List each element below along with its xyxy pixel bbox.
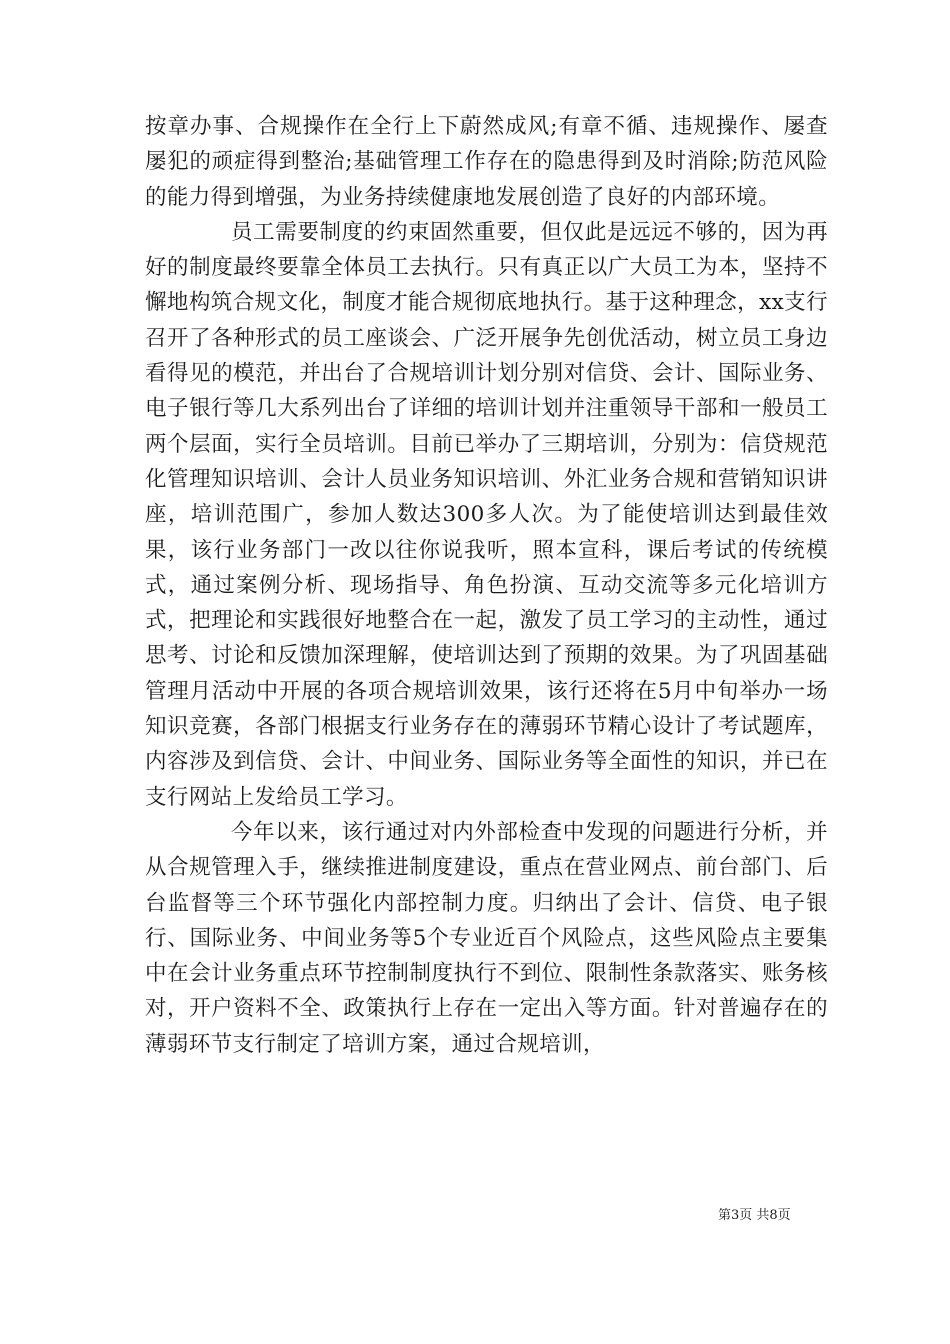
paragraph-continuation: 按章办事、合规操作在全行上下蔚然成风;有章不循、违规操作、屡查屡犯的顽症得到整治;基础管理工作存在的隐患得到及时消除;防范风险的能力得到增强，为业务持续健康地发展创造了良好的内部环境。 — [145, 114, 828, 210]
body-text — [145, 109, 828, 1062]
paragraph-risk-points: 今年以来，该行通过对内外部检查中发现的问题进行分析，并从合规管理入手，继续推进制度建设，重点在营业网点、前台部门、后台监督等三个环节强化内部控制力度。归纳出了会计、信贷、电子银行、国际业务、中间业务等5个专业近百个风险点，这些风险点主要集中在会计业务重点环节控制制度执行不到位、限制性条款落实、账务核对，开户资料不全、政策执行上存在一定出入等方面。针对普遍存在的薄弱环节支行制定了培训方案，通过合规培训， — [145, 819, 828, 1057]
paragraph-employee-training: 员工需要制度的约束固然重要，但仅此是远远不够的，因为再好的制度最终要靠全体员工去执行。只有真正以广大员工为本，坚持不懈地构筑合规文化，制度才能合规彻底地执行。基于这种理念，xx支行召开了各种形式的员工座谈会、广泛开展争先创优活动，树立员工身边看得见的模范，并出台了合规培训计划分别对信贷、会计、国际业务、电子银行等几大系列出台了详细的培训计划并注重领导干部和一般员工两个层面，实行全员培训。目前已举办了三期培训，分别为：信贷规范化管理知识培训、会计人员业务知识培训、外汇业务合规和营销知识讲座，培训范围广，参加人数达300多人次。为了能使培训达到最佳效果，该行业务部门一改以往你说我听，照本宣科，课后考试的传统模式，通过案例分析、现场指导、角色扮演、互动交流等多元化培训方式，把理论和实践很好地整合在一起，激发了员工学习的主动性，通过思考、讨论和反馈加深理解，使培训达到了预期的效果。为了巩固基础管理月活动中开展的各项合规培训效果，该行还将在5月中旬举办一场知识竞赛，各部门根据支行业务存在的薄弱环节精心设计了考试题库，内容涉及到信贷、会计、中间业务、国际业务等全面性的知识，并已在支行网站上发给员工学习。 — [145, 219, 828, 810]
page-number: 第3页 共8页 — [718, 1208, 791, 1223]
